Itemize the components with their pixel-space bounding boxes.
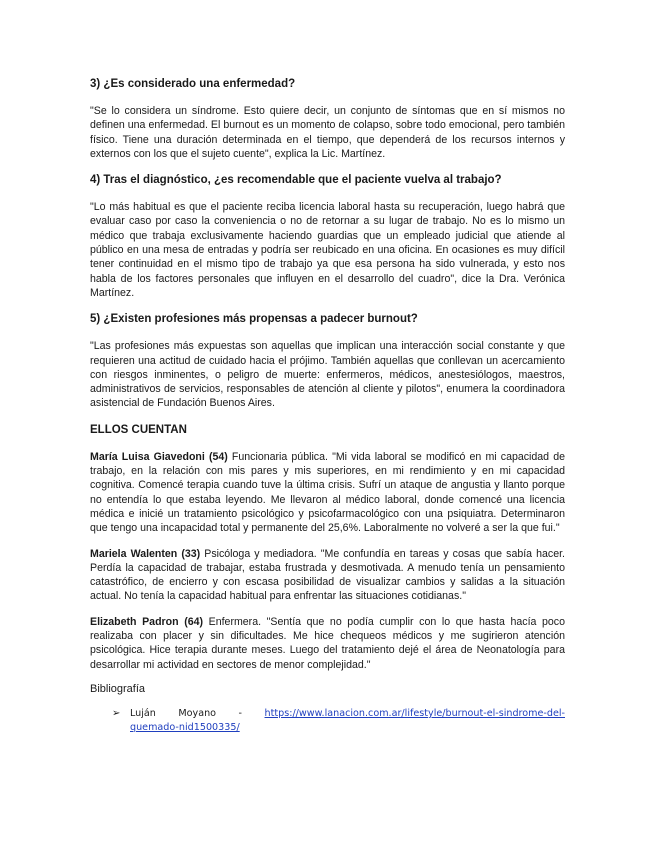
bibliography-title: Bibliografía [90, 682, 146, 695]
testimony-paragraph [90, 547, 565, 604]
section-text-4: "Lo más habitual es que el paciente reciba licencia laboral hasta su recuperación, luego habrá que evaluar caso por caso la conveniencia o no de retornar a su lugar de trabajo. No es lo mismo un médico que trabaja exclusivamente haciendo guardias que un empleado judicial que atiende al público en una mesa de entradas y podría ser reubicado en una oficina. En ocasiones es muy difícil tener continuidad en el mismo tipo de trabajo ya que esa persona ha sido vulnerada, y esto nos habla de los factores personales que influyen en el desarrollo del cuadro", dice la Dra. Verónica Martínez. [90, 201, 565, 299]
section-heading-5: 5) ¿Existen profesiones más propensas a padecer burnout? [90, 313, 418, 326]
ellos-cuentan-heading: ELLOS CUENTAN [90, 423, 187, 436]
arrow-bullet-icon: ➢ [112, 707, 121, 719]
bibliography-separator: - [238, 707, 243, 719]
testimony-text: Funcionaria pública. "Mi vida laboral se modificó en mi capacidad de trabajo, en la relación con mis pares y mis superiores, en mi rendimiento y en mi capacidad cognitiva. Comencé terapia cuando tuve la última crisis. Sufrí un ataque de angustia y llanto porque no entendía lo que estaba leyendo. Me llevaron al médico laboral, donde comencé una licencia médica e inicié un tratamiento psicológico y psicofarmacológico con una psiquiatra. Determinaron que tengo una incapacidad total y permanente del 25,6%. Laboralmente no volveré a ser la que fui." [90, 450, 565, 535]
testimony-text: Enfermera. "Sentía que no podía cumplir con lo que hasta hacía poco realizaba con placer y sin dificultades. Me hice chequeos médicos y me sugirieron atención psicológica. Hice terapia durante meses. Luego del tratamiento dejé el área de Neonatología para desarrollar mi actividad en sectores de menor complejidad." [90, 615, 565, 671]
section-text-5: "Las profesiones más expuestas son aquellas que implican una interacción social constante y que requieren una actitud de cuidado hacia el prójimo. También aquellas que conllevan un acercamiento con riesgos inminentes, o peligro de muerte: enfermeros, médicos, anestesiólogos, maestros, administrativos de servicios, responsables de atención al cliente y pilotos", enumera la coordinadora asistencial de Fundación Buenos Aires. [90, 340, 565, 410]
bibliography-item [90, 707, 565, 735]
bibliography-author-first: Luján [130, 707, 156, 719]
section-heading-4: 4) Tras el diagnóstico, ¿es recomendable que el paciente vuelva al trabajo? [90, 174, 502, 187]
section-heading-3: 3) ¿Es considerado una enfermedad? [90, 78, 296, 90]
testimony-name: María Luisa Giavedoni (54) [90, 450, 228, 463]
bibliography-link-continued[interactable]: quemado-nid1500335/ [130, 721, 240, 733]
bibliography-entry [130, 707, 565, 735]
document-page [90, 72, 565, 735]
testimony-paragraph [90, 615, 565, 672]
testimony-name: Elizabeth Padron (64) [90, 615, 204, 628]
bibliography-author-line [130, 707, 565, 721]
testimony-paragraph [90, 450, 565, 536]
testimony-text: Psicóloga y mediadora. "Me confundía en tareas y cosas que sabía hacer. Perdía la capacidad de trabajar, estaba frustrada y desmotivada. A menudo tenía un pensamiento catastrófico, de encierro y con escasa posibilidad de visualizar cambios y salidas a la situación actual. No tenía la capacidad habitual para enfrentar las situaciones cotidianas." [90, 547, 565, 603]
testimony-name: Mariela Walenten (33) [90, 547, 201, 560]
bibliography-link[interactable]: https://www.lanacion.com.ar/lifestyle/burnout-el-sindrome-del- [264, 707, 565, 719]
bibliography-author-last: Moyano [178, 707, 217, 719]
section-text-3: "Se lo considera un síndrome. Esto quiere decir, un conjunto de síntomas que en sí mismos no definen una enfermedad. El burnout es un momento de colapso, sobre todo emocional, pero también físico. Tiene una duración determinada en el tiempo, que dependerá de los recursos internos y externos con los que el sujeto cuente", explica la Lic. Martínez. [90, 105, 565, 160]
